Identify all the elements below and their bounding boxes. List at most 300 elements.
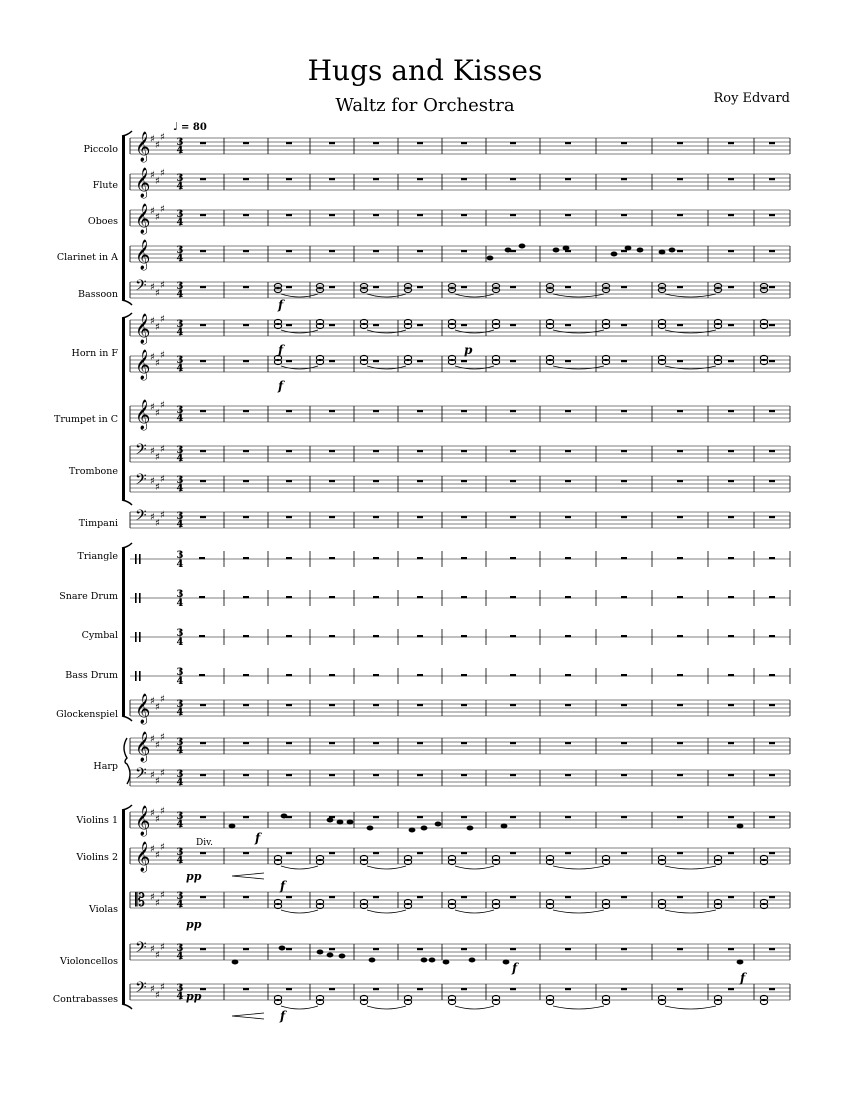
sharp-icon: ♯ (160, 132, 165, 143)
rest-icon (769, 988, 775, 990)
clef-icon: 𝄢 (135, 507, 147, 528)
rest-icon (565, 742, 571, 744)
time-sig-top: 3 (176, 281, 184, 292)
notehead (339, 954, 346, 959)
sharp-icon: ♯ (150, 316, 155, 327)
tie (281, 866, 318, 869)
rest-icon (510, 324, 516, 326)
rest-icon (286, 852, 292, 854)
rest-icon (243, 704, 249, 706)
quarter-note-icon: ♩ (173, 120, 179, 133)
rest-icon (329, 742, 335, 744)
rest-icon (510, 480, 516, 482)
rest-icon (565, 324, 571, 326)
notehead (347, 820, 354, 825)
rest-icon (510, 142, 516, 144)
rest-icon (417, 450, 423, 452)
rest-icon (621, 142, 627, 144)
rest-icon (728, 516, 734, 518)
rest-icon (286, 250, 292, 252)
rest-icon (621, 774, 627, 776)
rest-icon (565, 142, 571, 144)
notehead (232, 960, 239, 965)
score-title: Hugs and Kisses (307, 54, 543, 87)
rest-icon (373, 286, 379, 288)
sharp-icon: ♯ (155, 776, 160, 787)
rest-icon (286, 516, 292, 518)
time-sig-bottom: 4 (176, 363, 184, 374)
rest-icon (243, 742, 249, 744)
rest-icon (329, 324, 335, 326)
rest-icon (677, 742, 683, 744)
sharp-icon: ♯ (155, 740, 160, 751)
rest-icon (677, 635, 683, 637)
rest-icon (728, 988, 734, 990)
rest-icon (677, 324, 683, 326)
sharp-icon: ♯ (160, 732, 165, 743)
rest-icon (728, 178, 734, 180)
rest-icon (329, 704, 335, 706)
rest-icon (417, 142, 423, 144)
dynamic-f: f (278, 298, 284, 312)
rest-icon (677, 250, 683, 252)
sharp-icon: ♯ (150, 696, 155, 707)
rest-icon (461, 557, 467, 559)
rest-icon (373, 250, 379, 252)
rest-icon (200, 704, 206, 706)
rest-icon (286, 480, 292, 482)
rest-icon (417, 816, 423, 818)
score-subtitle: Waltz for Orchestra (335, 95, 515, 116)
rest-icon (329, 635, 335, 637)
time-sig-bottom: 4 (176, 453, 184, 464)
rest-icon (243, 774, 249, 776)
sharp-icon: ♯ (160, 444, 165, 455)
clef-icon: 𝄞 (135, 240, 151, 270)
rest-icon (417, 360, 423, 362)
sharp-icon: ♯ (155, 990, 160, 1001)
rest-icon (200, 410, 206, 412)
rest-icon (677, 450, 683, 452)
rest-icon (373, 988, 379, 990)
rest-icon (510, 516, 516, 518)
rest-icon (461, 816, 467, 818)
rest-icon (417, 557, 423, 559)
time-sig-top: 3 (176, 137, 184, 148)
rest-icon (286, 360, 292, 362)
time-sig-bottom: 4 (176, 327, 184, 338)
label-bassoon: Bassoon (78, 289, 118, 300)
notehead (611, 252, 618, 257)
tie (455, 330, 494, 333)
dynamic-pp: pp (186, 990, 202, 1003)
rest-icon (200, 214, 206, 216)
sharp-icon: ♯ (160, 510, 165, 521)
rest-icon (200, 450, 206, 452)
rest-icon (373, 948, 379, 950)
rest-icon (677, 516, 683, 518)
dynamic-p: p (464, 343, 473, 357)
rest-icon (373, 557, 379, 559)
time-sig-bottom: 4 (176, 519, 184, 530)
time-sig-top: 3 (176, 355, 184, 366)
rest-icon (329, 360, 335, 362)
rest-icon (621, 360, 627, 362)
rest-icon (417, 214, 423, 216)
sharp-icon: ♯ (150, 512, 155, 523)
rest-icon (677, 896, 683, 898)
rest-icon (461, 742, 467, 744)
tie (281, 910, 318, 913)
dynamic-pp: pp (186, 918, 202, 931)
rest-icon (286, 774, 292, 776)
rest-icon (677, 214, 683, 216)
time-sig-top: 3 (176, 173, 184, 184)
rest-icon (329, 596, 335, 598)
time-sig-bottom: 4 (176, 637, 184, 648)
rest-icon (461, 360, 467, 362)
rest-icon (200, 516, 206, 518)
rest-icon (510, 896, 516, 898)
group-bracket (122, 548, 125, 716)
rest-icon (565, 774, 571, 776)
label-horn: Horn in F (71, 348, 118, 359)
percussion-clef-icon (135, 671, 137, 681)
bracket-hook (122, 500, 132, 505)
notehead (501, 824, 508, 829)
rest-icon (417, 286, 423, 288)
rest-icon (461, 450, 467, 452)
rest-icon (417, 516, 423, 518)
rest-icon (243, 635, 249, 637)
rest-icon (565, 360, 571, 362)
rest-icon (510, 742, 516, 744)
notehead (429, 958, 436, 963)
time-sig-bottom: 4 (176, 413, 184, 424)
rest-icon (417, 674, 423, 676)
rest-icon (461, 948, 467, 950)
sharp-icon: ♯ (150, 734, 155, 745)
time-sig-bottom: 4 (176, 707, 184, 718)
rest-icon (373, 742, 379, 744)
harp-brace (124, 738, 130, 784)
clef-icon: 𝄢 (135, 277, 147, 298)
rest-icon (373, 852, 379, 854)
percussion-clef-icon (139, 593, 141, 603)
rest-icon (329, 450, 335, 452)
clef-icon: 𝄢 (135, 471, 147, 492)
time-sig-top: 3 (176, 699, 184, 710)
rest-icon (769, 852, 775, 854)
rest-icon (621, 324, 627, 326)
rest-icon (200, 774, 206, 776)
sharp-icon: ♯ (150, 134, 155, 145)
rest-icon (728, 774, 734, 776)
rest-icon (373, 774, 379, 776)
rest-icon (621, 450, 627, 452)
rest-icon (510, 450, 516, 452)
rest-icon (621, 480, 627, 482)
rest-icon (565, 178, 571, 180)
sharp-icon: ♯ (160, 280, 165, 291)
clef-icon: 𝄞 (135, 350, 151, 380)
crescendo-hairpin (232, 1013, 264, 1019)
rest-icon (286, 178, 292, 180)
sharp-icon: ♯ (155, 408, 160, 419)
rest-icon (373, 516, 379, 518)
time-sig-top: 3 (176, 475, 184, 486)
rest-icon (461, 774, 467, 776)
rest-icon (769, 450, 775, 452)
rest-icon (243, 988, 249, 990)
rest-icon (199, 635, 205, 637)
rest-icon (417, 480, 423, 482)
rest-icon (461, 410, 467, 412)
rest-icon (510, 360, 516, 362)
rest-icon (677, 286, 683, 288)
sharp-icon: ♯ (150, 352, 155, 363)
tie (665, 910, 716, 913)
time-sig-bottom: 4 (176, 181, 184, 192)
notehead (421, 958, 428, 963)
rest-icon (565, 480, 571, 482)
rest-icon (565, 674, 571, 676)
rest-icon (677, 988, 683, 990)
rest-icon (677, 704, 683, 706)
sharp-icon: ♯ (155, 288, 160, 299)
time-sig-top: 3 (176, 811, 184, 822)
time-sig-bottom: 4 (176, 676, 184, 687)
rest-icon (286, 214, 292, 216)
rest-icon (510, 774, 516, 776)
rest-icon (677, 480, 683, 482)
time-sig-bottom: 4 (176, 745, 184, 756)
rest-icon (243, 557, 249, 559)
rest-icon (200, 324, 206, 326)
label-violas: Violas (88, 904, 118, 915)
notehead (409, 828, 416, 833)
rest-icon (329, 410, 335, 412)
notehead (637, 248, 644, 253)
rest-icon (769, 142, 775, 144)
rest-icon (417, 596, 423, 598)
dynamic-f: f (278, 379, 284, 393)
sharp-icon: ♯ (160, 400, 165, 411)
notehead (337, 820, 344, 825)
rest-icon (200, 178, 206, 180)
rest-icon (565, 988, 571, 990)
time-sig-top: 3 (176, 667, 184, 678)
rest-icon (461, 214, 467, 216)
rest-icon (565, 516, 571, 518)
rest-icon (373, 896, 379, 898)
rest-icon (373, 410, 379, 412)
notehead (279, 946, 286, 951)
rest-icon (728, 250, 734, 252)
rest-icon (329, 250, 335, 252)
rest-icon (565, 214, 571, 216)
rest-icon (621, 286, 627, 288)
rest-icon (329, 896, 335, 898)
tie (455, 294, 494, 297)
rest-icon (728, 948, 734, 950)
rest-icon (243, 674, 249, 676)
rest-icon (286, 410, 292, 412)
rest-icon (565, 286, 571, 288)
time-sig-bottom: 4 (176, 777, 184, 788)
tie (367, 366, 406, 369)
rest-icon (286, 324, 292, 326)
rest-icon (769, 704, 775, 706)
rest-icon (677, 178, 683, 180)
composer-name: Roy Edvard (713, 91, 790, 106)
percussion-clef-icon (139, 632, 141, 642)
group-bracket (122, 318, 125, 500)
time-sig-top: 3 (176, 943, 184, 954)
rest-icon (728, 635, 734, 637)
clef-icon: 𝄞 (135, 168, 151, 198)
rest-icon (510, 988, 516, 990)
rest-icon (243, 896, 249, 898)
tie (455, 910, 494, 913)
rest-icon (243, 948, 249, 950)
sharp-icon: ♯ (155, 898, 160, 909)
notehead (327, 818, 334, 823)
sharp-icon: ♯ (150, 402, 155, 413)
sharp-icon: ♯ (160, 890, 165, 901)
notehead (435, 822, 442, 827)
time-sig-top: 3 (176, 983, 184, 994)
sharp-icon: ♯ (155, 950, 160, 961)
rest-icon (728, 142, 734, 144)
percussion-clef-icon (139, 671, 141, 681)
time-sig-bottom: 4 (176, 598, 184, 609)
tie (281, 1006, 318, 1009)
label-contrabasses: Contrabasses (52, 994, 118, 1005)
sharp-icon: ♯ (150, 446, 155, 457)
tie (455, 1006, 494, 1009)
rest-icon (677, 410, 683, 412)
rest-icon (621, 250, 627, 252)
sharp-icon: ♯ (160, 204, 165, 215)
time-sig-bottom: 4 (176, 855, 184, 866)
time-sig-bottom: 4 (176, 483, 184, 494)
rest-icon (417, 774, 423, 776)
rest-icon (769, 774, 775, 776)
dynamic-f: f (740, 971, 746, 985)
rest-icon (769, 557, 775, 559)
tie (665, 1006, 716, 1009)
rest-icon (728, 286, 734, 288)
rest-icon (769, 596, 775, 598)
rest-icon (621, 674, 627, 676)
time-sig-top: 3 (176, 319, 184, 330)
rest-icon (728, 674, 734, 676)
rest-icon (329, 557, 335, 559)
rest-icon (243, 852, 249, 854)
rest-icon (200, 852, 206, 854)
rest-icon (769, 250, 775, 252)
notehead (469, 958, 476, 963)
rest-icon (199, 557, 205, 559)
bracket-hook (122, 300, 132, 305)
rest-icon (373, 480, 379, 482)
rest-icon (621, 596, 627, 598)
rest-icon (769, 286, 775, 288)
notehead (367, 826, 374, 831)
rest-icon (286, 674, 292, 676)
rest-icon (677, 948, 683, 950)
sharp-icon: ♯ (150, 282, 155, 293)
rest-icon (461, 852, 467, 854)
rest-icon (621, 214, 627, 216)
dynamic-pp: pp (186, 870, 202, 883)
rest-icon (417, 742, 423, 744)
rest-icon (621, 557, 627, 559)
time-sig-bottom: 4 (176, 559, 184, 570)
rest-icon (329, 774, 335, 776)
label-violins-1: Violins 1 (76, 815, 118, 826)
rest-icon (769, 324, 775, 326)
sharp-icon: ♯ (160, 842, 165, 853)
rest-icon (677, 774, 683, 776)
rest-icon (565, 450, 571, 452)
sharp-icon: ♯ (155, 212, 160, 223)
rest-icon (243, 286, 249, 288)
crescendo-hairpin (232, 873, 264, 879)
bracket-hook (122, 313, 132, 318)
rest-icon (243, 816, 249, 818)
time-sig-top: 3 (176, 628, 184, 639)
time-sig-bottom: 4 (176, 217, 184, 228)
rest-icon (728, 852, 734, 854)
time-sig-top: 3 (176, 245, 184, 256)
rest-icon (565, 896, 571, 898)
time-sig-bottom: 4 (176, 899, 184, 910)
rest-icon (621, 742, 627, 744)
rest-icon (510, 704, 516, 706)
label-violoncellos: Violoncellos (60, 956, 118, 967)
notehead (317, 950, 324, 955)
notehead (281, 814, 288, 819)
rest-icon (510, 816, 516, 818)
rest-icon (373, 674, 379, 676)
notehead (487, 256, 494, 261)
time-sig-top: 3 (176, 511, 184, 522)
rest-icon (373, 635, 379, 637)
rest-icon (286, 704, 292, 706)
time-sig-top: 3 (176, 445, 184, 456)
rest-icon (373, 360, 379, 362)
group-bracket (122, 136, 125, 300)
bracket-hook (122, 543, 132, 548)
sharp-icon: ♯ (150, 844, 155, 855)
time-sig-bottom: 4 (176, 819, 184, 830)
rest-icon (200, 742, 206, 744)
sharp-icon: ♯ (160, 314, 165, 325)
rest-icon (373, 816, 379, 818)
time-sig-top: 3 (176, 737, 184, 748)
rest-icon (677, 852, 683, 854)
rest-icon (461, 896, 467, 898)
sharp-icon: ♯ (160, 982, 165, 993)
rest-icon (417, 896, 423, 898)
rest-icon (461, 480, 467, 482)
clef-icon: 𝄞 (135, 806, 151, 836)
rest-icon (373, 450, 379, 452)
rest-icon (461, 516, 467, 518)
notehead (737, 824, 744, 829)
